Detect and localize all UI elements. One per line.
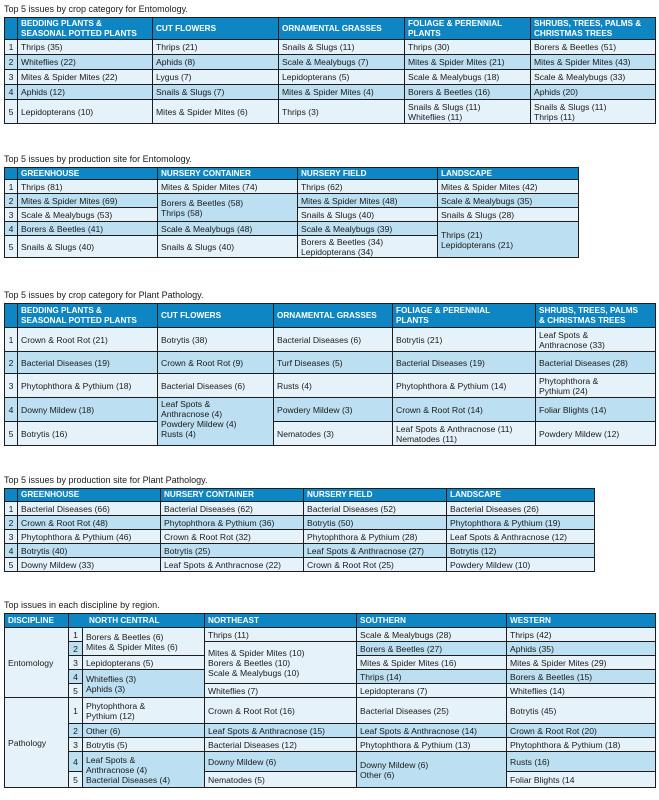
table-cell: Thrips (35): [18, 40, 153, 55]
rank-cell: 1: [69, 628, 83, 642]
table-cell: Lepidopterans (5): [279, 70, 405, 85]
table1-caption: Top 5 issues by crop category for Entomology.: [4, 4, 188, 14]
table-header-row: [5, 168, 579, 180]
header-foliage: FOLIAGE & PERENNIAL PLANTS: [393, 304, 536, 328]
table-cell: Lepidopterans (10): [18, 100, 153, 124]
table-cell: Thrips (14): [357, 670, 507, 684]
table-cell: Lygus (7): [153, 70, 279, 85]
header-cut-flowers: CUT FLOWERS: [153, 18, 279, 40]
table-cell: Mites & Spider Mites (6): [153, 100, 279, 124]
table-row: [5, 55, 656, 70]
table-cell: Whiteflies (22): [18, 55, 153, 70]
table-header-row: [5, 489, 595, 502]
table-cell: Phytophthora & Pythium (14): [393, 374, 536, 398]
table-cell: Bacterial Diseases (6): [274, 328, 393, 352]
table-cell: Bacterial Diseases (19): [18, 352, 158, 374]
header-greenhouse: GREENHOUSE: [18, 168, 158, 180]
table-cell: Botrytis (40): [18, 544, 161, 558]
table-cell: Downy Mildew (6): [205, 752, 357, 772]
table-cell: Thrips (81): [18, 180, 158, 194]
table-cell: Leaf Spots & Anthracnose (22): [161, 558, 304, 572]
table-cell: Bacterial Diseases (6): [158, 374, 274, 398]
table-cell: Borers & Beetles (41): [18, 222, 158, 236]
table-row: [5, 222, 579, 236]
rank-cell: 5: [5, 422, 18, 446]
pathology-site-table: [4, 488, 595, 572]
table-cell: Bacterial Diseases (66): [18, 502, 161, 516]
rank-header: [5, 304, 18, 328]
table-cell: Thrips (42): [507, 628, 656, 642]
table-cell: Lepidopterans (5): [83, 656, 205, 670]
table-row: [5, 194, 579, 208]
table-row: [5, 374, 656, 398]
table-cell: Borers & Beetles (6) Mites & Spider Mites (6): [83, 628, 205, 656]
pathology-crop-table: [4, 303, 656, 446]
table-cell: Botrytis (16): [18, 422, 158, 446]
table-cell: Borers & Beetles (27): [357, 642, 507, 656]
table-cell: Phytophthora & Pythium (46): [18, 530, 161, 544]
rank-cell: 4: [5, 398, 18, 422]
rank-header: [5, 168, 18, 180]
header-ornamental-grasses: ORNAMENTAL GRASSES: [274, 304, 393, 328]
table-cell: Scale & Mealybugs (18): [405, 70, 531, 85]
table-cell: Botrytis (45): [507, 698, 656, 724]
table-cell: Phytophthora & Pythium (36): [161, 516, 304, 530]
table-row: [5, 628, 656, 642]
table-cell: Whiteflies (7): [205, 684, 357, 698]
table-cell: Downy Mildew (18): [18, 398, 158, 422]
table-row: [5, 530, 595, 544]
rank-cell: 5: [5, 558, 18, 572]
table-cell: Leaf Spots & Anthracnose (27): [304, 544, 447, 558]
table-cell: Aphids (8): [153, 55, 279, 70]
header-nursery-container: NURSERY CONTAINER: [161, 489, 304, 502]
table-cell: Bacterial Diseases (25): [357, 698, 507, 724]
table-cell: Other (6): [83, 724, 205, 738]
entomology-crop-table: [4, 17, 656, 124]
table-cell: Whiteflies (14): [507, 684, 656, 698]
table-cell: Leaf Spots & Anthracnose (4) Bacterial Diseases (4): [83, 752, 205, 788]
table-cell: Powdery Mildew (3): [274, 398, 393, 422]
table-cell: Mites & Spider Mites (21): [405, 55, 531, 70]
table-cell: Scale & Mealybugs (28): [357, 628, 507, 642]
rank-cell: 1: [5, 328, 18, 352]
rank-cell: 3: [69, 656, 83, 670]
rank-cell: 5: [5, 100, 18, 124]
table-cell: Mites & Spider Mites (69): [18, 194, 158, 208]
header-foliage: FOLIAGE & PERENNIAL PLANTS: [405, 18, 531, 40]
table-cell: Scale & Mealybugs (39): [298, 222, 438, 236]
rank-cell: 1: [69, 698, 83, 724]
table-cell: Crown & Root Rot (32): [161, 530, 304, 544]
table-header-row: [5, 614, 656, 628]
table-cell: Botrytis (50): [304, 516, 447, 530]
table-cell: Bacterial Diseases (26): [447, 502, 595, 516]
table-cell: Thrips (21): [153, 40, 279, 55]
table-row: [5, 516, 595, 530]
table-cell: Bacterial Diseases (12): [205, 738, 357, 752]
table-cell: Phytophthora & Pythium (12): [83, 698, 205, 724]
header-nursery-field: NURSERY FIELD: [298, 168, 438, 180]
table-cell: Leaf Spots & Anthracnose (4) Powdery Mildew (4) Rusts (4): [158, 398, 274, 446]
header-shrubs: SHRUBS, TREES, PALMS & CHRISTMAS TREES: [531, 18, 656, 40]
table-cell: Thrips (3): [279, 100, 405, 124]
header-nursery-container: NURSERY CONTAINER: [158, 168, 298, 180]
table-cell: Thrips (62): [298, 180, 438, 194]
rank-cell: 3: [5, 530, 18, 544]
rank-cell: 4: [69, 752, 83, 772]
table-cell: Borers & Beetles (51): [531, 40, 656, 55]
rank-cell: 1: [5, 180, 18, 194]
table-cell: Phytophthora & Pythium (18): [18, 374, 158, 398]
table-row: [5, 70, 656, 85]
table-cell: Foliar Blights (14): [536, 398, 656, 422]
table-cell: Thrips (30): [405, 40, 531, 55]
table-cell: Mites & Spider Mites (42): [438, 180, 579, 194]
table-cell: Leaf Spots & Anthracnose (33): [536, 328, 656, 352]
table-cell: Downy Mildew (33): [18, 558, 161, 572]
table-cell: Phytophthora & Pythium (24): [536, 374, 656, 398]
table-cell: Thrips (21) Lepidopterans (21): [438, 222, 579, 258]
rank-cell: 2: [5, 194, 18, 208]
table-cell: Phytophthora & Pythium (28): [304, 530, 447, 544]
table-cell: Scale & Mealybugs (48): [158, 222, 298, 236]
rank-cell: 5: [69, 772, 83, 788]
rank-cell: 4: [5, 222, 18, 236]
table-cell: Snails & Slugs (7): [153, 85, 279, 100]
table-cell: Whiteflies (3) Aphids (3): [83, 670, 205, 698]
table-cell: Turf Diseases (5): [274, 352, 393, 374]
header-nursery-field: NURSERY FIELD: [304, 489, 447, 502]
table-cell: Snails & Slugs (40): [18, 236, 158, 258]
rank-cell: 5: [5, 236, 18, 258]
table-cell: Mites & Spider Mites (4): [279, 85, 405, 100]
table-cell: Scale & Mealybugs (53): [18, 208, 158, 222]
entomology-site-table: [4, 167, 579, 258]
table-cell: Bacterial Diseases (28): [536, 352, 656, 374]
table-cell: Rusts (16): [507, 752, 656, 772]
rank-header: [5, 489, 18, 502]
table-cell: Crown & Root Rot (9): [158, 352, 274, 374]
table-cell: Crown & Root Rot (16): [205, 698, 357, 724]
table-cell: Mites & Spider Mites (16): [357, 656, 507, 670]
header-landscape: LANDSCAPE: [447, 489, 595, 502]
table-cell: Scale & Mealybugs (35): [438, 194, 579, 208]
table-cell: Lepidopterans (7): [357, 684, 507, 698]
table-cell: Bacterial Diseases (52): [304, 502, 447, 516]
table4-caption: Top 5 issues by production site for Plant Pathology.: [4, 475, 208, 485]
table-cell: Scale & Mealybugs (33): [531, 70, 656, 85]
header-landscape: LANDSCAPE: [438, 168, 579, 180]
rank-cell: 2: [5, 55, 18, 70]
table-cell: Mites & Spider Mites (10) Borers & Beetles (10) Scale & Mealybugs (10): [205, 642, 357, 684]
rank-cell: 5: [69, 684, 83, 698]
table3-caption: Top 5 issues by crop category for Plant Pathology.: [4, 290, 204, 300]
table-cell: Foliar Blights (14: [507, 772, 656, 788]
table-cell: Powdery Mildew (12): [536, 422, 656, 446]
rank-cell: 1: [5, 502, 18, 516]
table-cell: Leaf Spots & Anthracnose (12): [447, 530, 595, 544]
table-row: [5, 698, 656, 724]
table-cell: Bacterial Diseases (19): [393, 352, 536, 374]
header-bedding: BEDDING PLANTS & SEASONAL POTTED PLANTS: [18, 304, 158, 328]
table-cell: Crown & Root Rot (21): [18, 328, 158, 352]
rank-cell: 2: [5, 516, 18, 530]
table-row: [5, 180, 579, 194]
rank-cell: 3: [5, 208, 18, 222]
table-cell: Leaf Spots & Anthracnose (14): [357, 724, 507, 738]
table-cell: Mites & Spider Mites (43): [531, 55, 656, 70]
discipline-entomology: Entomology: [5, 628, 69, 698]
header-greenhouse: GREENHOUSE: [18, 489, 161, 502]
rank-cell: 2: [69, 642, 83, 656]
rank-cell: 2: [69, 724, 83, 738]
table-cell: Snails & Slugs (40): [298, 208, 438, 222]
rank-cell: 3: [5, 70, 18, 85]
header-northeast: NORTHEAST: [205, 614, 357, 628]
rank-cell: 4: [5, 85, 18, 100]
table-cell: Borers & Beetles (16): [405, 85, 531, 100]
header-bedding: BEDDING PLANTS & SEASONAL POTTED PLANTS: [18, 18, 153, 40]
table-cell: Snails & Slugs (28): [438, 208, 579, 222]
table-cell: Botrytis (38): [158, 328, 274, 352]
table-cell: Crown & Root Rot (48): [18, 516, 161, 530]
table-cell: Mites & Spider Mites (74): [158, 180, 298, 194]
table-cell: Crown & Root Rot (20): [507, 724, 656, 738]
table-row: [5, 544, 595, 558]
rank-cell: 4: [69, 670, 83, 684]
table-cell: Borers & Beetles (15): [507, 670, 656, 684]
table-row: [5, 558, 595, 572]
table-cell: Botrytis (21): [393, 328, 536, 352]
table-cell: Botrytis (25): [161, 544, 304, 558]
table-cell: Mites & Spider Mites (22): [18, 70, 153, 85]
table-cell: Crown & Root Rot (25): [304, 558, 447, 572]
header-southern: SOUTHERN: [357, 614, 507, 628]
table-cell: Crown & Root Rot (14): [393, 398, 536, 422]
discipline-pathology: Pathology: [5, 698, 69, 788]
table-row: [5, 738, 656, 752]
header-discipline: DISCIPLINE: [5, 614, 69, 628]
table-cell: Phytophthora & Pythium (18): [507, 738, 656, 752]
table-row: [5, 422, 656, 446]
table-cell: Borers & Beetles (34) Lepidopterans (34): [298, 236, 438, 258]
table-cell: Botrytis (5): [83, 738, 205, 752]
table-cell: Aphids (12): [18, 85, 153, 100]
table-cell: Leaf Spots & Anthracnose (11) Nematodes (11): [393, 422, 536, 446]
table-cell: Botrytis (12): [447, 544, 595, 558]
table-cell: Rusts (4): [274, 374, 393, 398]
rank-cell: 3: [69, 738, 83, 752]
table-cell: Snails & Slugs (11) Thrips (11): [531, 100, 656, 124]
table-cell: Scale & Mealybugs (7): [279, 55, 405, 70]
table-row: [5, 502, 595, 516]
table-cell: Snails & Slugs (11) Whiteflies (11): [405, 100, 531, 124]
table-cell: Snails & Slugs (11): [279, 40, 405, 55]
table-cell: Nematodes (3): [274, 422, 393, 446]
table-cell: Phytophthora & Pythium (13): [357, 738, 507, 752]
header-shrubs: SHRUBS, TREES, PALMS & CHRISTMAS TREES: [536, 304, 656, 328]
table-row: [5, 752, 656, 772]
table-cell: Borers & Beetles (58) Thrips (58): [158, 194, 298, 222]
rank-cell: 4: [5, 544, 18, 558]
table-cell: Downy Mildew (6) Other (6): [357, 752, 507, 788]
table-cell: Powdery Mildew (10): [447, 558, 595, 572]
table-cell: Phytophthora & Pythium (19): [447, 516, 595, 530]
table-cell: Bacterial Diseases (62): [161, 502, 304, 516]
rank-header: [5, 18, 18, 40]
table-cell: Nematodes (5): [205, 772, 357, 788]
table-cell: Leaf Spots & Anthracnose (15): [205, 724, 357, 738]
header-western: WESTERN: [507, 614, 656, 628]
table-cell: Aphids (35): [507, 642, 656, 656]
rank-cell: 1: [5, 40, 18, 55]
header-north-central: NORTH CENTRAL: [69, 614, 205, 628]
header-cut-flowers: CUT FLOWERS: [158, 304, 274, 328]
table-header-row: [5, 304, 656, 328]
table-row: [5, 724, 656, 738]
table-row: [5, 100, 656, 124]
table-cell: Mites & Spider Mites (48): [298, 194, 438, 208]
table-cell: Thrips (11): [205, 628, 357, 642]
table-row: [5, 328, 656, 352]
table-cell: Mites & Spider Mites (29): [507, 656, 656, 670]
rank-cell: 3: [5, 374, 18, 398]
table-row: [5, 398, 656, 422]
table-row: [5, 352, 656, 374]
table-cell: Snails & Slugs (40): [158, 236, 298, 258]
table-cell: Aphids (20): [531, 85, 656, 100]
table5-caption: Top issues in each discipline by region.: [4, 600, 160, 610]
header-ornamental-grasses: ORNAMENTAL GRASSES: [279, 18, 405, 40]
region-table: [4, 613, 656, 788]
rank-cell: 2: [5, 352, 18, 374]
table-row: [5, 40, 656, 55]
table2-caption: Top 5 issues by production site for Entomology.: [4, 154, 192, 164]
table-row: [5, 85, 656, 100]
table-header-row: [5, 18, 656, 40]
